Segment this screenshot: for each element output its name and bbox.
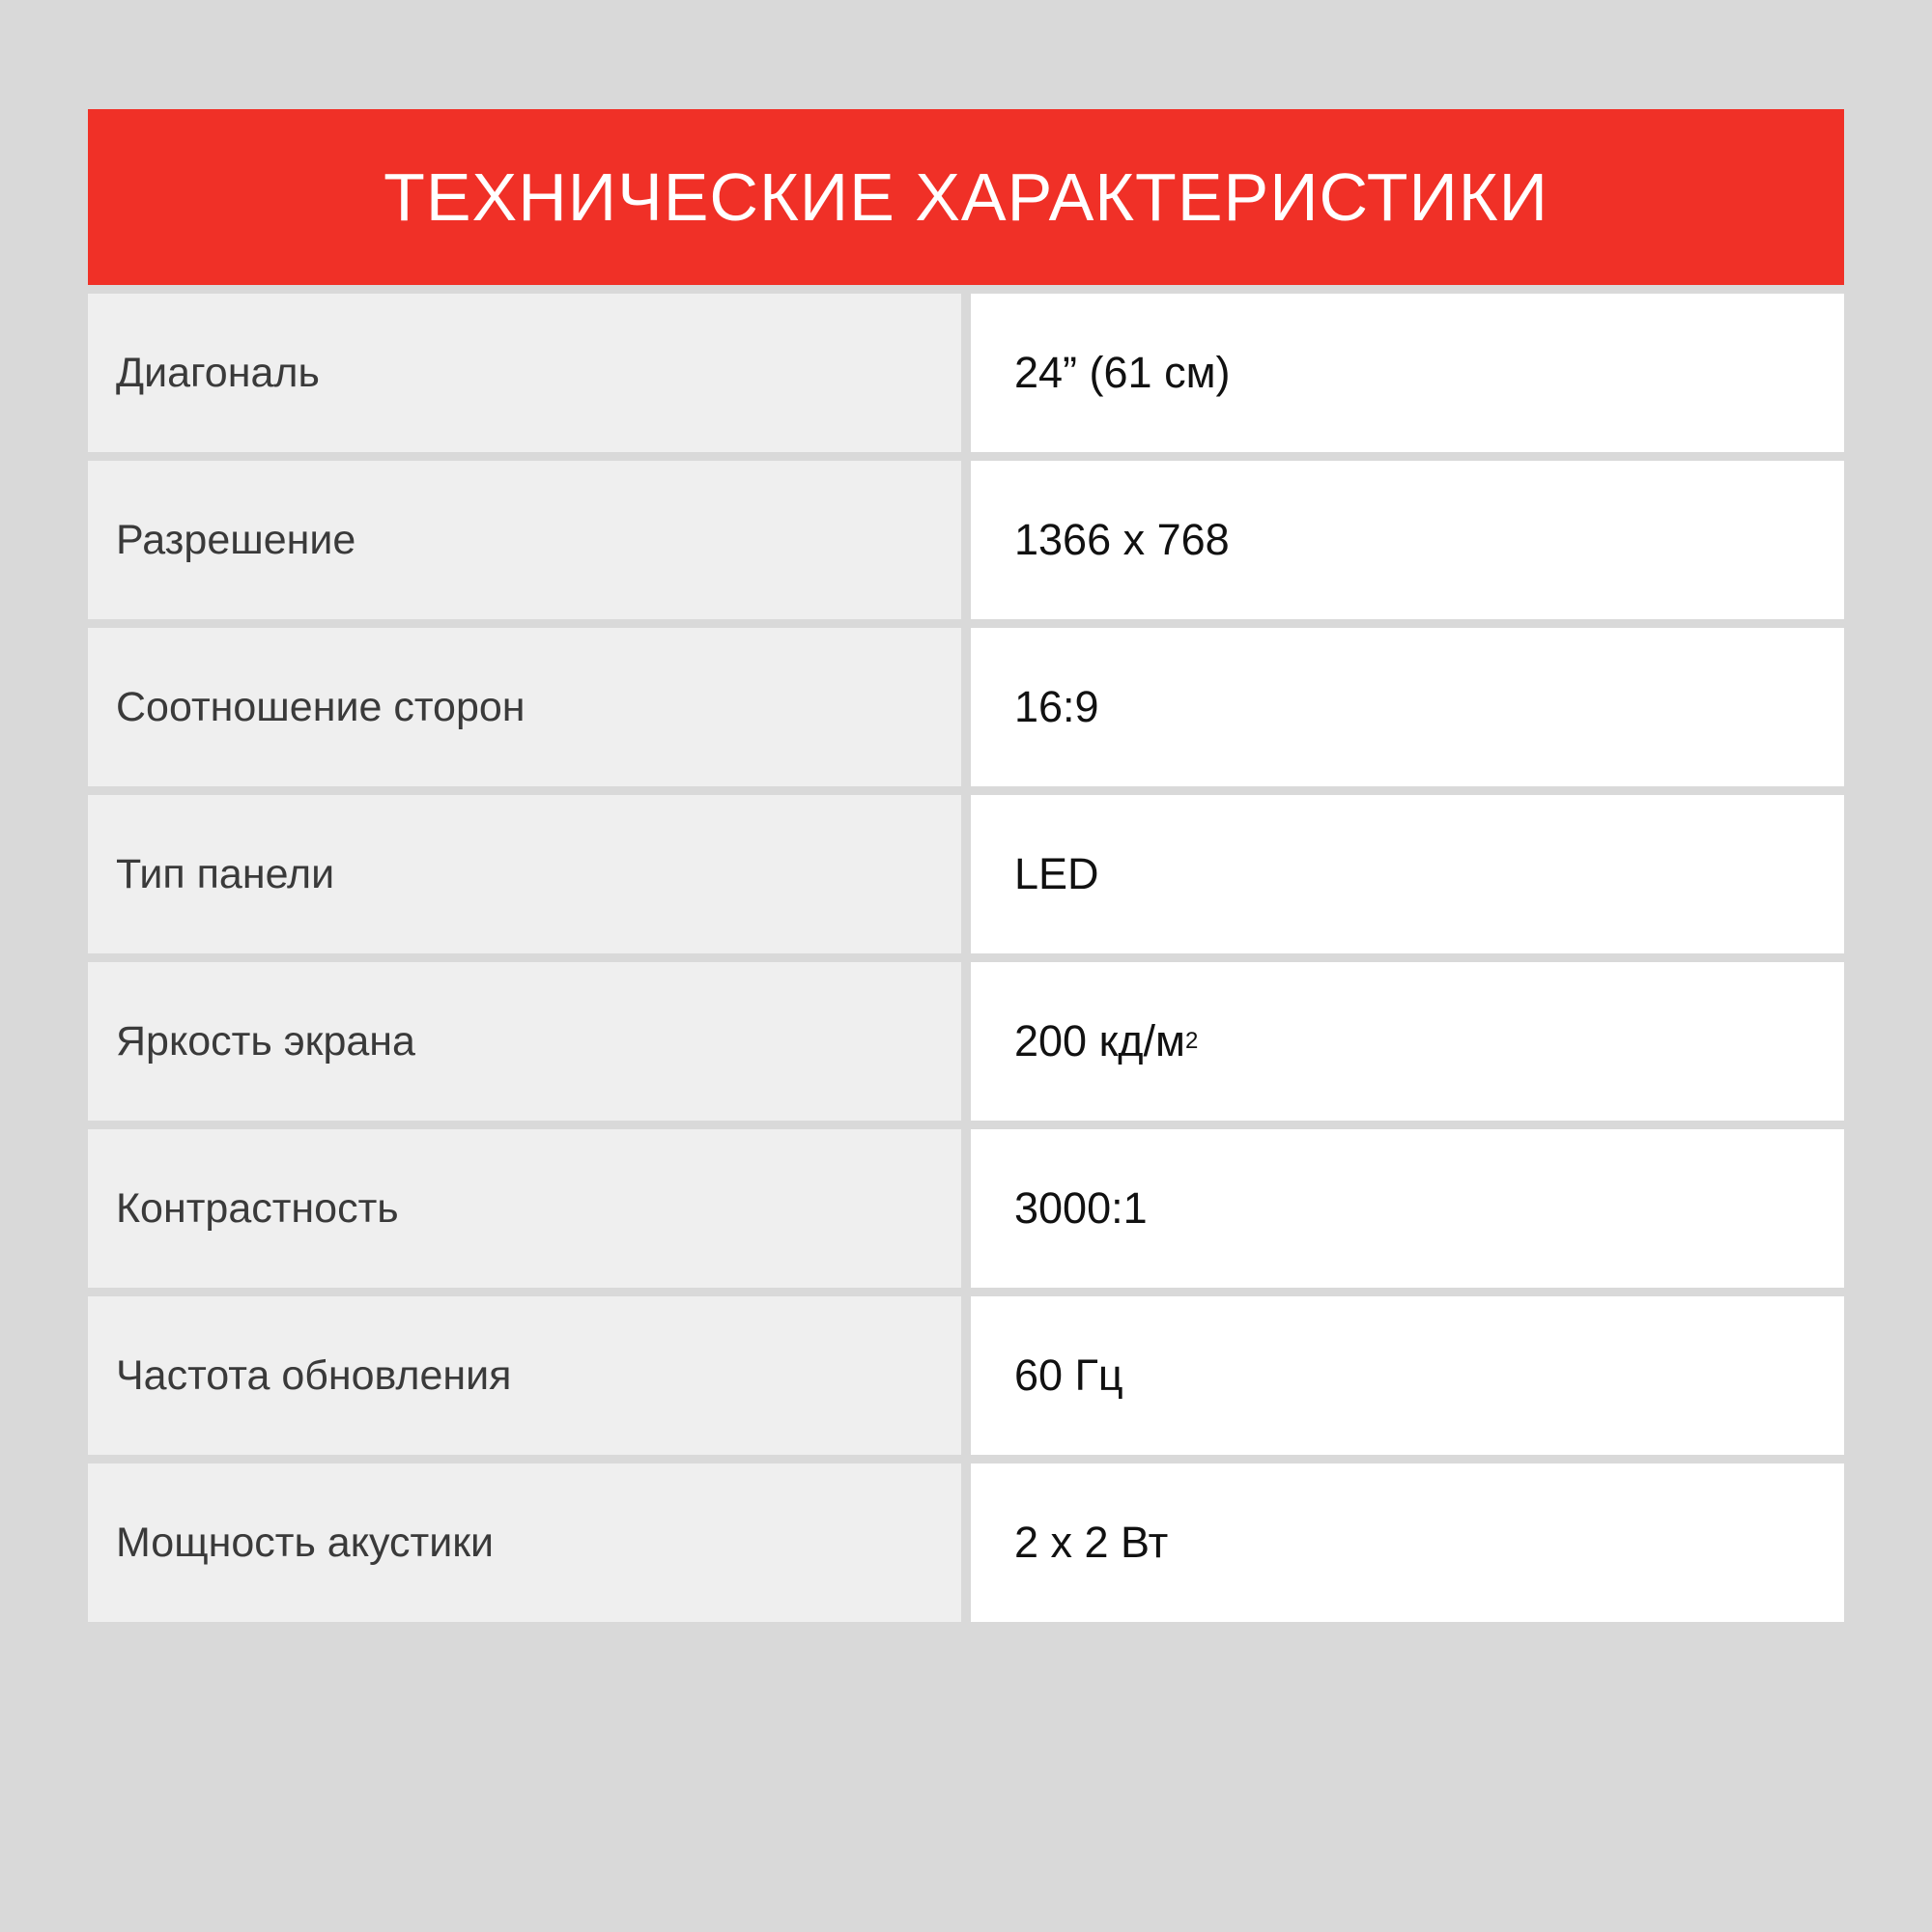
spec-value: 16:9 xyxy=(971,628,1844,786)
spec-row-resolution xyxy=(88,461,1844,619)
spec-row-contrast xyxy=(88,1129,1844,1288)
spec-label: Мощность акустики xyxy=(88,1463,961,1622)
spec-value: 60 Гц xyxy=(971,1296,1844,1455)
spec-label: Разрешение xyxy=(88,461,961,619)
page-title: ТЕХНИЧЕСКИЕ ХАРАКТЕРИСТИКИ xyxy=(384,159,1548,235)
spec-value: 3000:1 xyxy=(971,1129,1844,1288)
spec-row-brightness xyxy=(88,962,1844,1121)
spec-label: Контрастность xyxy=(88,1129,961,1288)
spec-label: Частота обновления xyxy=(88,1296,961,1455)
spec-header xyxy=(88,109,1844,285)
spec-label: Яркость экрана xyxy=(88,962,961,1121)
spec-table xyxy=(88,294,1844,1631)
spec-row-speaker-power xyxy=(88,1463,1844,1622)
spec-row-refresh-rate xyxy=(88,1296,1844,1455)
spec-value-text: 200 кд/м xyxy=(1014,1016,1185,1065)
spec-label: Соотношение сторон xyxy=(88,628,961,786)
spec-value: 2 x 2 Вт xyxy=(971,1463,1844,1622)
spec-value: 1366 x 768 xyxy=(971,461,1844,619)
spec-label: Тип панели xyxy=(88,795,961,953)
spec-row-panel-type xyxy=(88,795,1844,953)
spec-row-aspect-ratio xyxy=(88,628,1844,786)
spec-value: 24” (61 см) xyxy=(971,294,1844,452)
spec-label: Диагональ xyxy=(88,294,961,452)
spec-row-diagonal xyxy=(88,294,1844,452)
spec-value: 200 кд/м 2 xyxy=(971,962,1844,1121)
spec-value: LED xyxy=(971,795,1844,953)
